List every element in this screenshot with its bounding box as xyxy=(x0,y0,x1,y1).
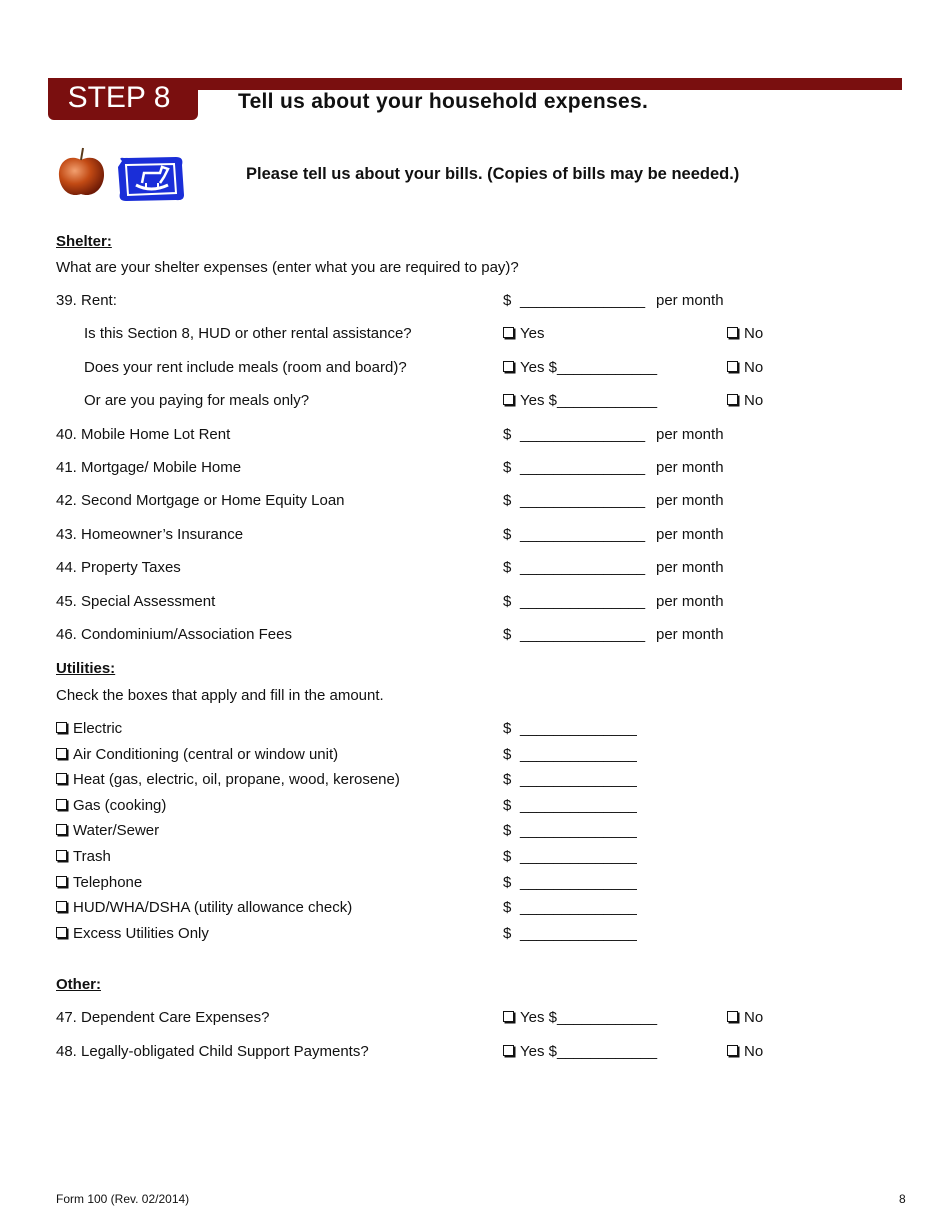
child-support-no[interactable]: No xyxy=(727,1043,763,1061)
rent-amount-field[interactable]: _______________ xyxy=(520,292,646,309)
rent-dollar-sign: $ xyxy=(503,292,512,309)
room-board-question: Does your rent include meals (room and board)? xyxy=(84,359,407,376)
dollar-sign: $ xyxy=(503,746,512,763)
checkbox[interactable] xyxy=(56,876,67,887)
dollar-sign: $ xyxy=(503,848,512,865)
checkbox[interactable] xyxy=(727,361,738,372)
dollar-sign: $ xyxy=(503,459,512,476)
dollar-sign: $ xyxy=(503,559,512,576)
meals-only-question: Or are you paying for meals only? xyxy=(84,392,310,409)
amount-field[interactable]: _______________ xyxy=(520,626,646,643)
utility-item[interactable]: Air Conditioning (central or window unit) xyxy=(56,746,338,764)
utilities-intro: Check the boxes that apply and fill in the amount. xyxy=(56,687,384,704)
per-month: per month xyxy=(656,492,724,509)
amount-field[interactable]: ______________ xyxy=(520,899,637,916)
checkbox[interactable] xyxy=(503,1011,514,1022)
page-title: Tell us about your household expenses. xyxy=(238,90,649,113)
amount-field[interactable]: ______________ xyxy=(520,771,637,788)
utility-item[interactable]: Electric xyxy=(56,720,122,738)
shelter-item-label: 41. Mortgage/ Mobile Home xyxy=(56,459,242,476)
per-month: per month xyxy=(656,459,724,476)
per-month: per month xyxy=(656,559,724,576)
apple-icon xyxy=(56,146,106,198)
dollar-sign: $ xyxy=(503,822,512,839)
form-number: Form 100 (Rev. 02/2014) xyxy=(56,1192,190,1206)
section8-yes[interactable]: Yes xyxy=(503,325,544,343)
amount-field[interactable]: _______________ xyxy=(520,426,646,443)
utility-item[interactable]: Heat (gas, electric, oil, propane, wood, kerosene) xyxy=(56,771,400,789)
dollar-sign: $ xyxy=(503,593,512,610)
utilities-heading: Utilities: xyxy=(56,660,116,677)
amount-field[interactable]: _______________ xyxy=(520,459,646,476)
dependent-care-label: 47. Dependent Care Expenses? xyxy=(56,1009,270,1026)
shelter-item-label: 46. Condominium/Association Fees xyxy=(56,626,292,643)
utility-item[interactable]: Trash xyxy=(56,848,111,866)
amount-field[interactable]: _______________ xyxy=(520,593,646,610)
dollar-sign: $ xyxy=(503,771,512,788)
dollar-sign: $ xyxy=(503,526,512,543)
shelter-intro: What are your shelter expenses (enter what you are required to pay)? xyxy=(56,259,519,276)
utility-item[interactable]: HUD/WHA/DSHA (utility allowance check) xyxy=(56,899,352,917)
other-heading: Other: xyxy=(56,976,101,993)
shelter-item-label: 43. Homeowner’s Insurance xyxy=(56,526,244,543)
checkbox[interactable] xyxy=(503,327,514,338)
dollar-sign: $ xyxy=(503,874,512,891)
meals-only-yes[interactable]: Yes $____________ xyxy=(503,392,657,410)
room-board-no[interactable]: No xyxy=(727,359,763,377)
checkbox[interactable] xyxy=(503,394,514,405)
amount-field[interactable]: ______________ xyxy=(520,797,637,814)
dollar-sign: $ xyxy=(503,720,512,737)
checkbox[interactable] xyxy=(56,927,67,938)
shelter-item-label: 40. Mobile Home Lot Rent xyxy=(56,426,231,443)
checkbox[interactable] xyxy=(56,824,67,835)
dollar-sign: $ xyxy=(503,797,512,814)
checkbox[interactable] xyxy=(503,361,514,372)
dependent-care-yes[interactable]: Yes $____________ xyxy=(503,1009,657,1027)
dollar-sign: $ xyxy=(503,925,512,942)
amount-field[interactable]: _______________ xyxy=(520,492,646,509)
checkbox[interactable] xyxy=(727,327,738,338)
shelter-item-label: 44. Property Taxes xyxy=(56,559,181,576)
section8-question: Is this Section 8, HUD or other rental assistance? xyxy=(84,325,412,342)
checkbox[interactable] xyxy=(727,1045,738,1056)
rocking-horse-icon xyxy=(116,155,186,203)
section8-no[interactable]: No xyxy=(727,325,763,343)
per-month: per month xyxy=(656,626,724,643)
child-support-yes[interactable]: Yes $____________ xyxy=(503,1043,657,1061)
shelter-item-label: 45. Special Assessment xyxy=(56,593,216,610)
utility-item[interactable]: Water/Sewer xyxy=(56,822,159,840)
step-label: STEP 8 xyxy=(67,81,171,114)
checkbox[interactable] xyxy=(56,850,67,861)
rent-per-month: per month xyxy=(656,292,724,309)
utility-item[interactable]: Gas (cooking) xyxy=(56,797,166,815)
amount-field[interactable]: ______________ xyxy=(520,822,637,839)
checkbox[interactable] xyxy=(727,394,738,405)
amount-field[interactable]: ______________ xyxy=(520,746,637,763)
child-support-label: 48. Legally-obligated Child Support Payments? xyxy=(56,1043,369,1060)
dependent-care-no[interactable]: No xyxy=(727,1009,763,1027)
checkbox[interactable] xyxy=(56,748,67,759)
dollar-sign: $ xyxy=(503,426,512,443)
dollar-sign: $ xyxy=(503,899,512,916)
utility-item[interactable]: Telephone xyxy=(56,874,142,892)
meals-only-no[interactable]: No xyxy=(727,392,763,410)
checkbox[interactable] xyxy=(503,1045,514,1056)
utility-item[interactable]: Excess Utilities Only xyxy=(56,925,209,943)
per-month: per month xyxy=(656,526,724,543)
dollar-sign: $ xyxy=(503,626,512,643)
amount-field[interactable]: ______________ xyxy=(520,874,637,891)
header-band xyxy=(198,78,902,90)
amount-field[interactable]: ______________ xyxy=(520,720,637,737)
page-number: 8 xyxy=(899,1192,906,1206)
amount-field[interactable]: ______________ xyxy=(520,848,637,865)
amount-field[interactable]: ______________ xyxy=(520,925,637,942)
checkbox[interactable] xyxy=(56,901,67,912)
shelter-heading: Shelter: xyxy=(56,233,112,250)
per-month: per month xyxy=(656,426,724,443)
amount-field[interactable]: _______________ xyxy=(520,559,646,576)
checkbox[interactable] xyxy=(727,1011,738,1022)
dollar-sign: $ xyxy=(503,492,512,509)
amount-field[interactable]: _______________ xyxy=(520,526,646,543)
per-month: per month xyxy=(656,593,724,610)
subtitle: Please tell us about your bills. (Copies of bills may be needed.) xyxy=(246,165,740,183)
checkbox[interactable] xyxy=(56,773,67,784)
shelter-item-label: 42. Second Mortgage or Home Equity Loan xyxy=(56,492,345,509)
room-board-yes[interactable]: Yes $____________ xyxy=(503,359,657,377)
checkbox[interactable] xyxy=(56,722,67,733)
checkbox[interactable] xyxy=(56,799,67,810)
rent-label: 39. Rent: xyxy=(56,292,117,309)
